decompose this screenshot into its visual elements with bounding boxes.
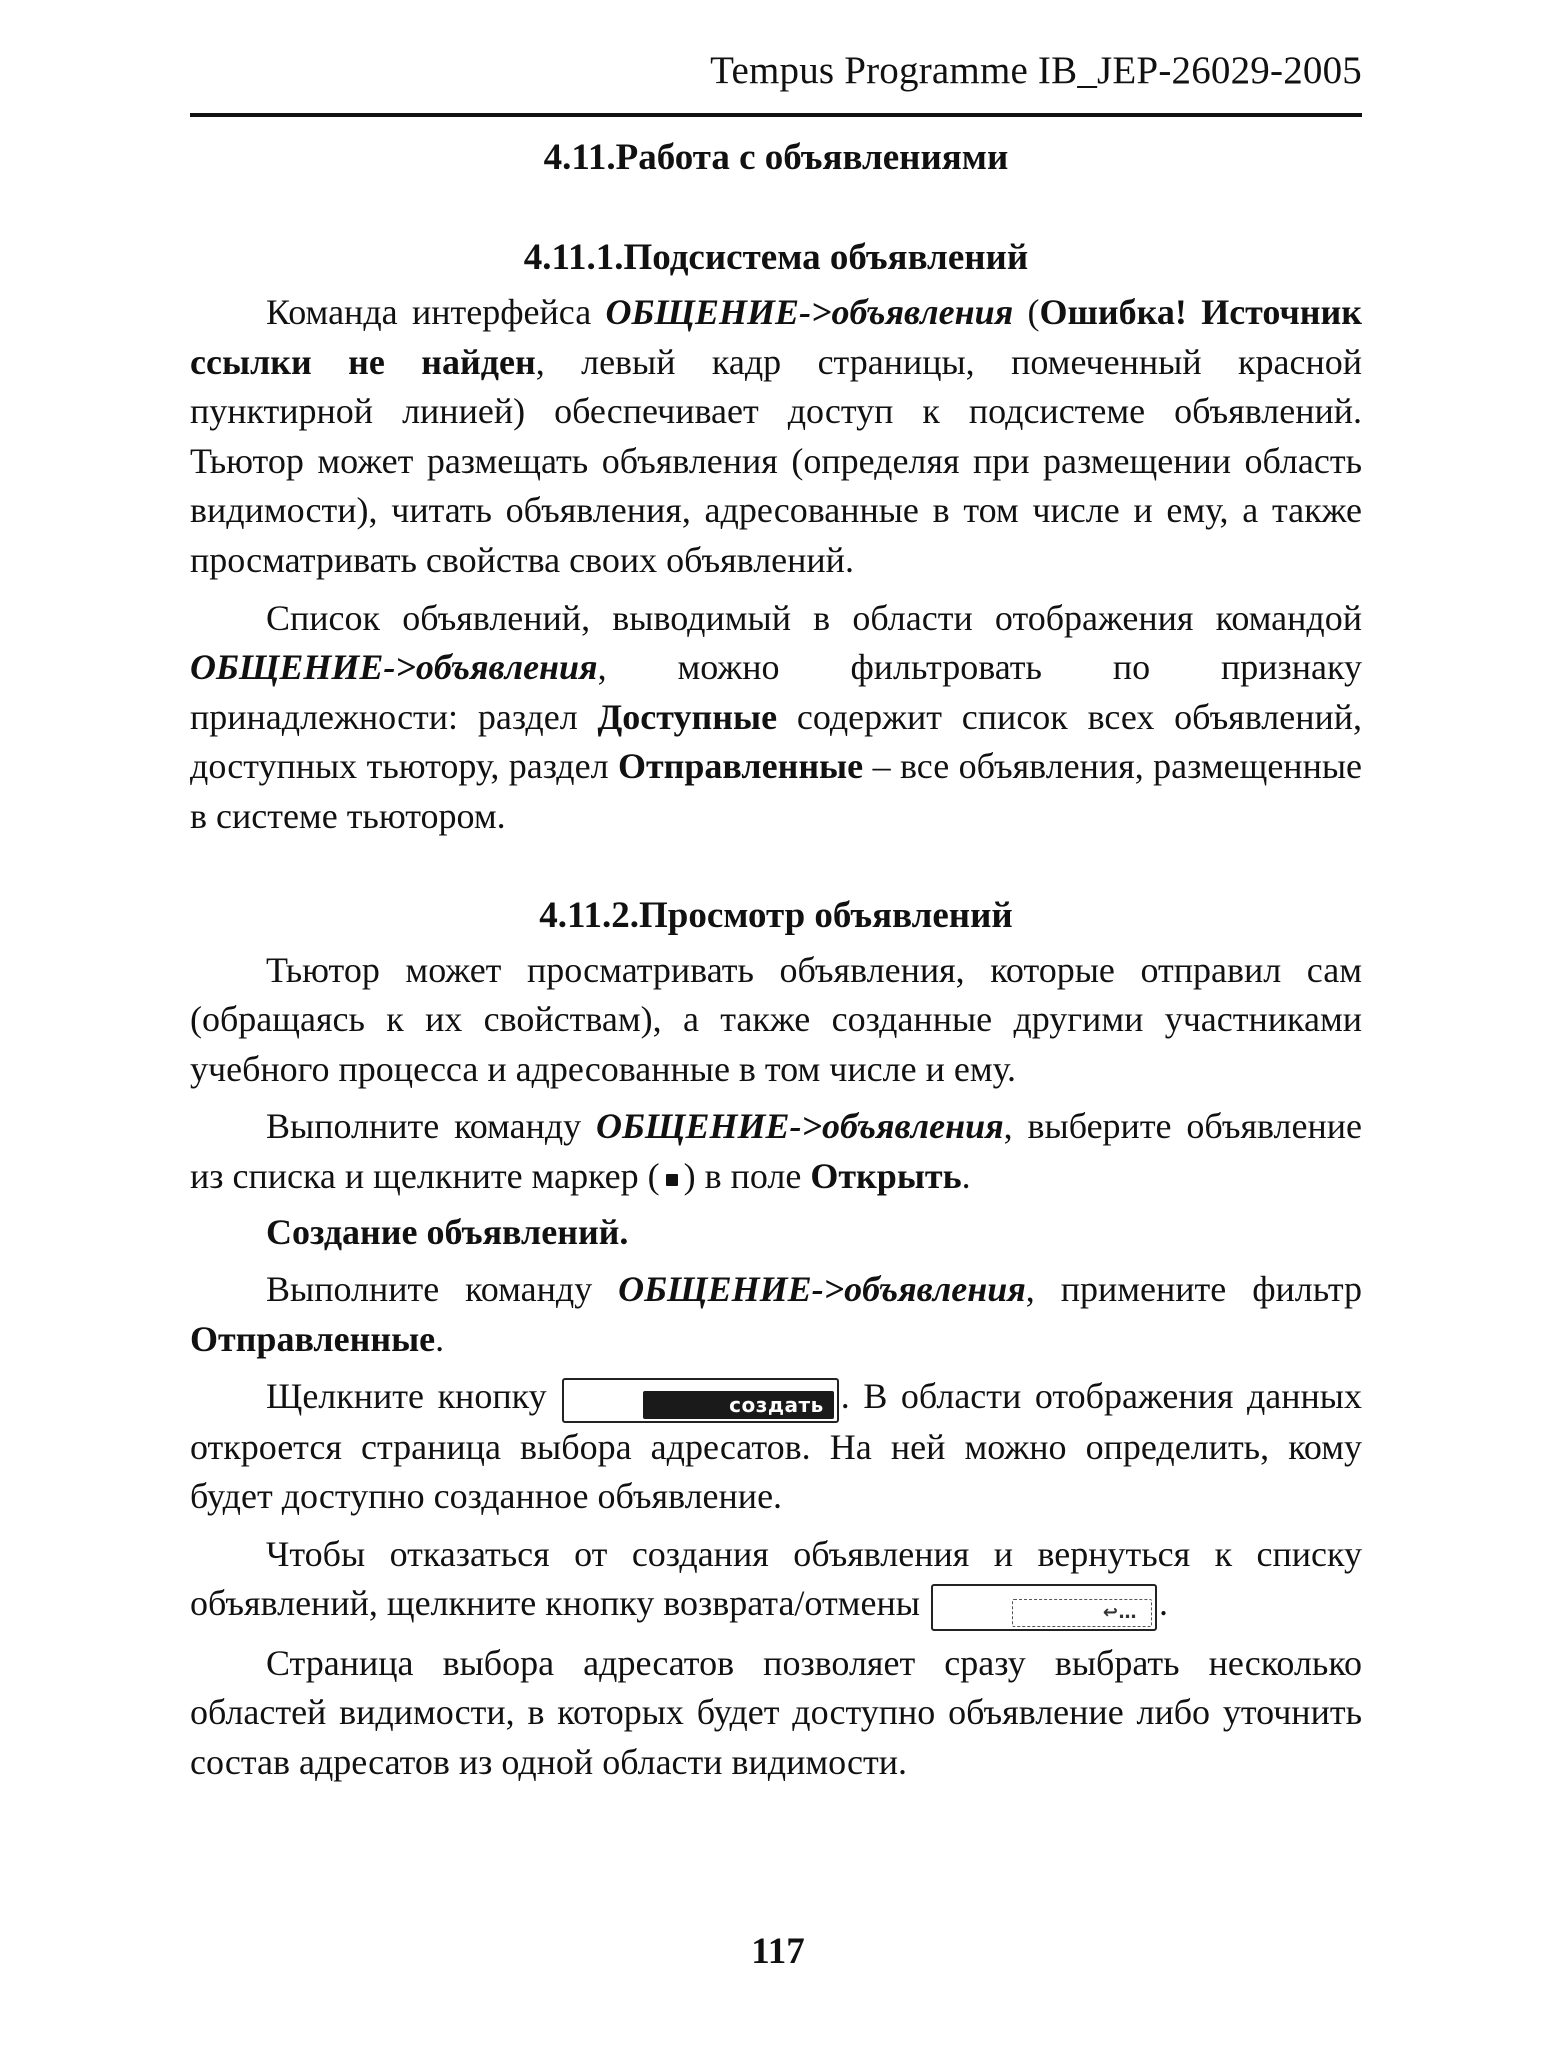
text-run: . bbox=[435, 1318, 445, 1359]
command-reference: ОБЩЕНИЕ->объявления bbox=[596, 1106, 1004, 1147]
paragraph: Тьютор может просматривать объявления, которые отправил сам (обращаясь к их свойствам), а также созданные другими участниками учебного процесса и адресованные в том числе и ему. bbox=[190, 949, 1362, 1089]
text-run: , можно фильтровать по признаку принадлежности: раздел bbox=[190, 647, 1362, 737]
page-content bbox=[190, 128, 1362, 1787]
create-button-label: создать bbox=[643, 1391, 834, 1419]
text-run: ( bbox=[1013, 292, 1040, 332]
paragraph bbox=[190, 288, 1362, 586]
subsection-title-2: 4.11.2.Просмотр объявлений bbox=[539, 894, 1013, 936]
paragraph bbox=[190, 1530, 1362, 1631]
text-run: – все объявления, размещенные в системе тьютором. bbox=[190, 746, 1362, 836]
open-field-label: Открыть bbox=[810, 1155, 962, 1196]
text-run: содержит список всех объявлений, доступных тьютору, раздел bbox=[190, 696, 1363, 787]
paragraph: Страница выбора адресатов позволяет сразу выбрать несколько областей видимости, в которых будет доступно объявление либо уточнить состав адресатов из одной области видимости. bbox=[190, 1642, 1362, 1782]
subsection-title-1: 4.11.1.Подсистема объявлений bbox=[523, 237, 1029, 278]
text-run: . bbox=[961, 1155, 971, 1196]
filter-available-label: Доступные bbox=[597, 696, 778, 737]
filter-sent-label: Отправленные bbox=[190, 1318, 436, 1359]
text-run: Щелкните кнопку bbox=[266, 1376, 561, 1417]
running-header: Tempus Programme IB_JEP-26029-2005 bbox=[710, 49, 1362, 92]
paragraph bbox=[190, 1372, 1362, 1521]
page-number: 117 bbox=[751, 1931, 805, 1972]
command-reference: ОБЩЕНИЕ->объявления bbox=[618, 1269, 1026, 1310]
command-reference: ОБЩЕНИЕ->объявления bbox=[605, 292, 1014, 332]
text-run: ) в поле bbox=[683, 1155, 811, 1196]
text-run: . В области отображения данных откроется страница выбора адресатов. На ней можно определить, кому будет доступно созданное объявление. bbox=[190, 1376, 1362, 1517]
text-run: Команда интерфейса bbox=[266, 292, 606, 332]
text-run: , левый кадр страницы, помеченный красной пунктирной линией) обеспечивает доступ к подсистеме объявлений. Тьютор может размещать объявления (определяя при размещении область видимости), читать объявления, адресованные в том числе и ему, а также просматривать свойства своих объявлений. bbox=[190, 341, 1362, 580]
filter-sent-label: Отправленные bbox=[617, 746, 864, 787]
text-run: Выполните команду bbox=[266, 1269, 619, 1310]
paragraph bbox=[190, 1102, 1362, 1201]
paragraph bbox=[190, 594, 1362, 842]
paragraph bbox=[190, 1265, 1362, 1364]
marker-icon bbox=[666, 1174, 678, 1186]
text-run: , выберите объявление из списка и щелкните маркер ( bbox=[190, 1106, 1362, 1196]
error-reference: Ошибка! Источник ссылки не найден bbox=[190, 292, 1362, 382]
text-run: Чтобы отказаться от создания объявления и вернуться к списку объявлений, щелкните кнопку возврата/отмены bbox=[190, 1533, 1362, 1624]
create-button-image bbox=[562, 1378, 839, 1423]
text-run: Список объявлений, выводимый в области отображения командой bbox=[266, 597, 1362, 638]
text-run: , примените фильтр bbox=[1025, 1269, 1362, 1310]
create-announcements-heading: Создание объявлений. bbox=[266, 1211, 629, 1252]
text-run: Выполните команду bbox=[266, 1106, 597, 1147]
section-title: 4.11.Работа с объявлениями bbox=[543, 137, 1009, 178]
back-icon: ↩… bbox=[1012, 1599, 1152, 1627]
command-reference: ОБЩЕНИЕ->объявления bbox=[190, 647, 598, 688]
header-rule bbox=[190, 113, 1362, 117]
text-run: . bbox=[1159, 1583, 1168, 1624]
back-cancel-button-image bbox=[931, 1584, 1157, 1631]
